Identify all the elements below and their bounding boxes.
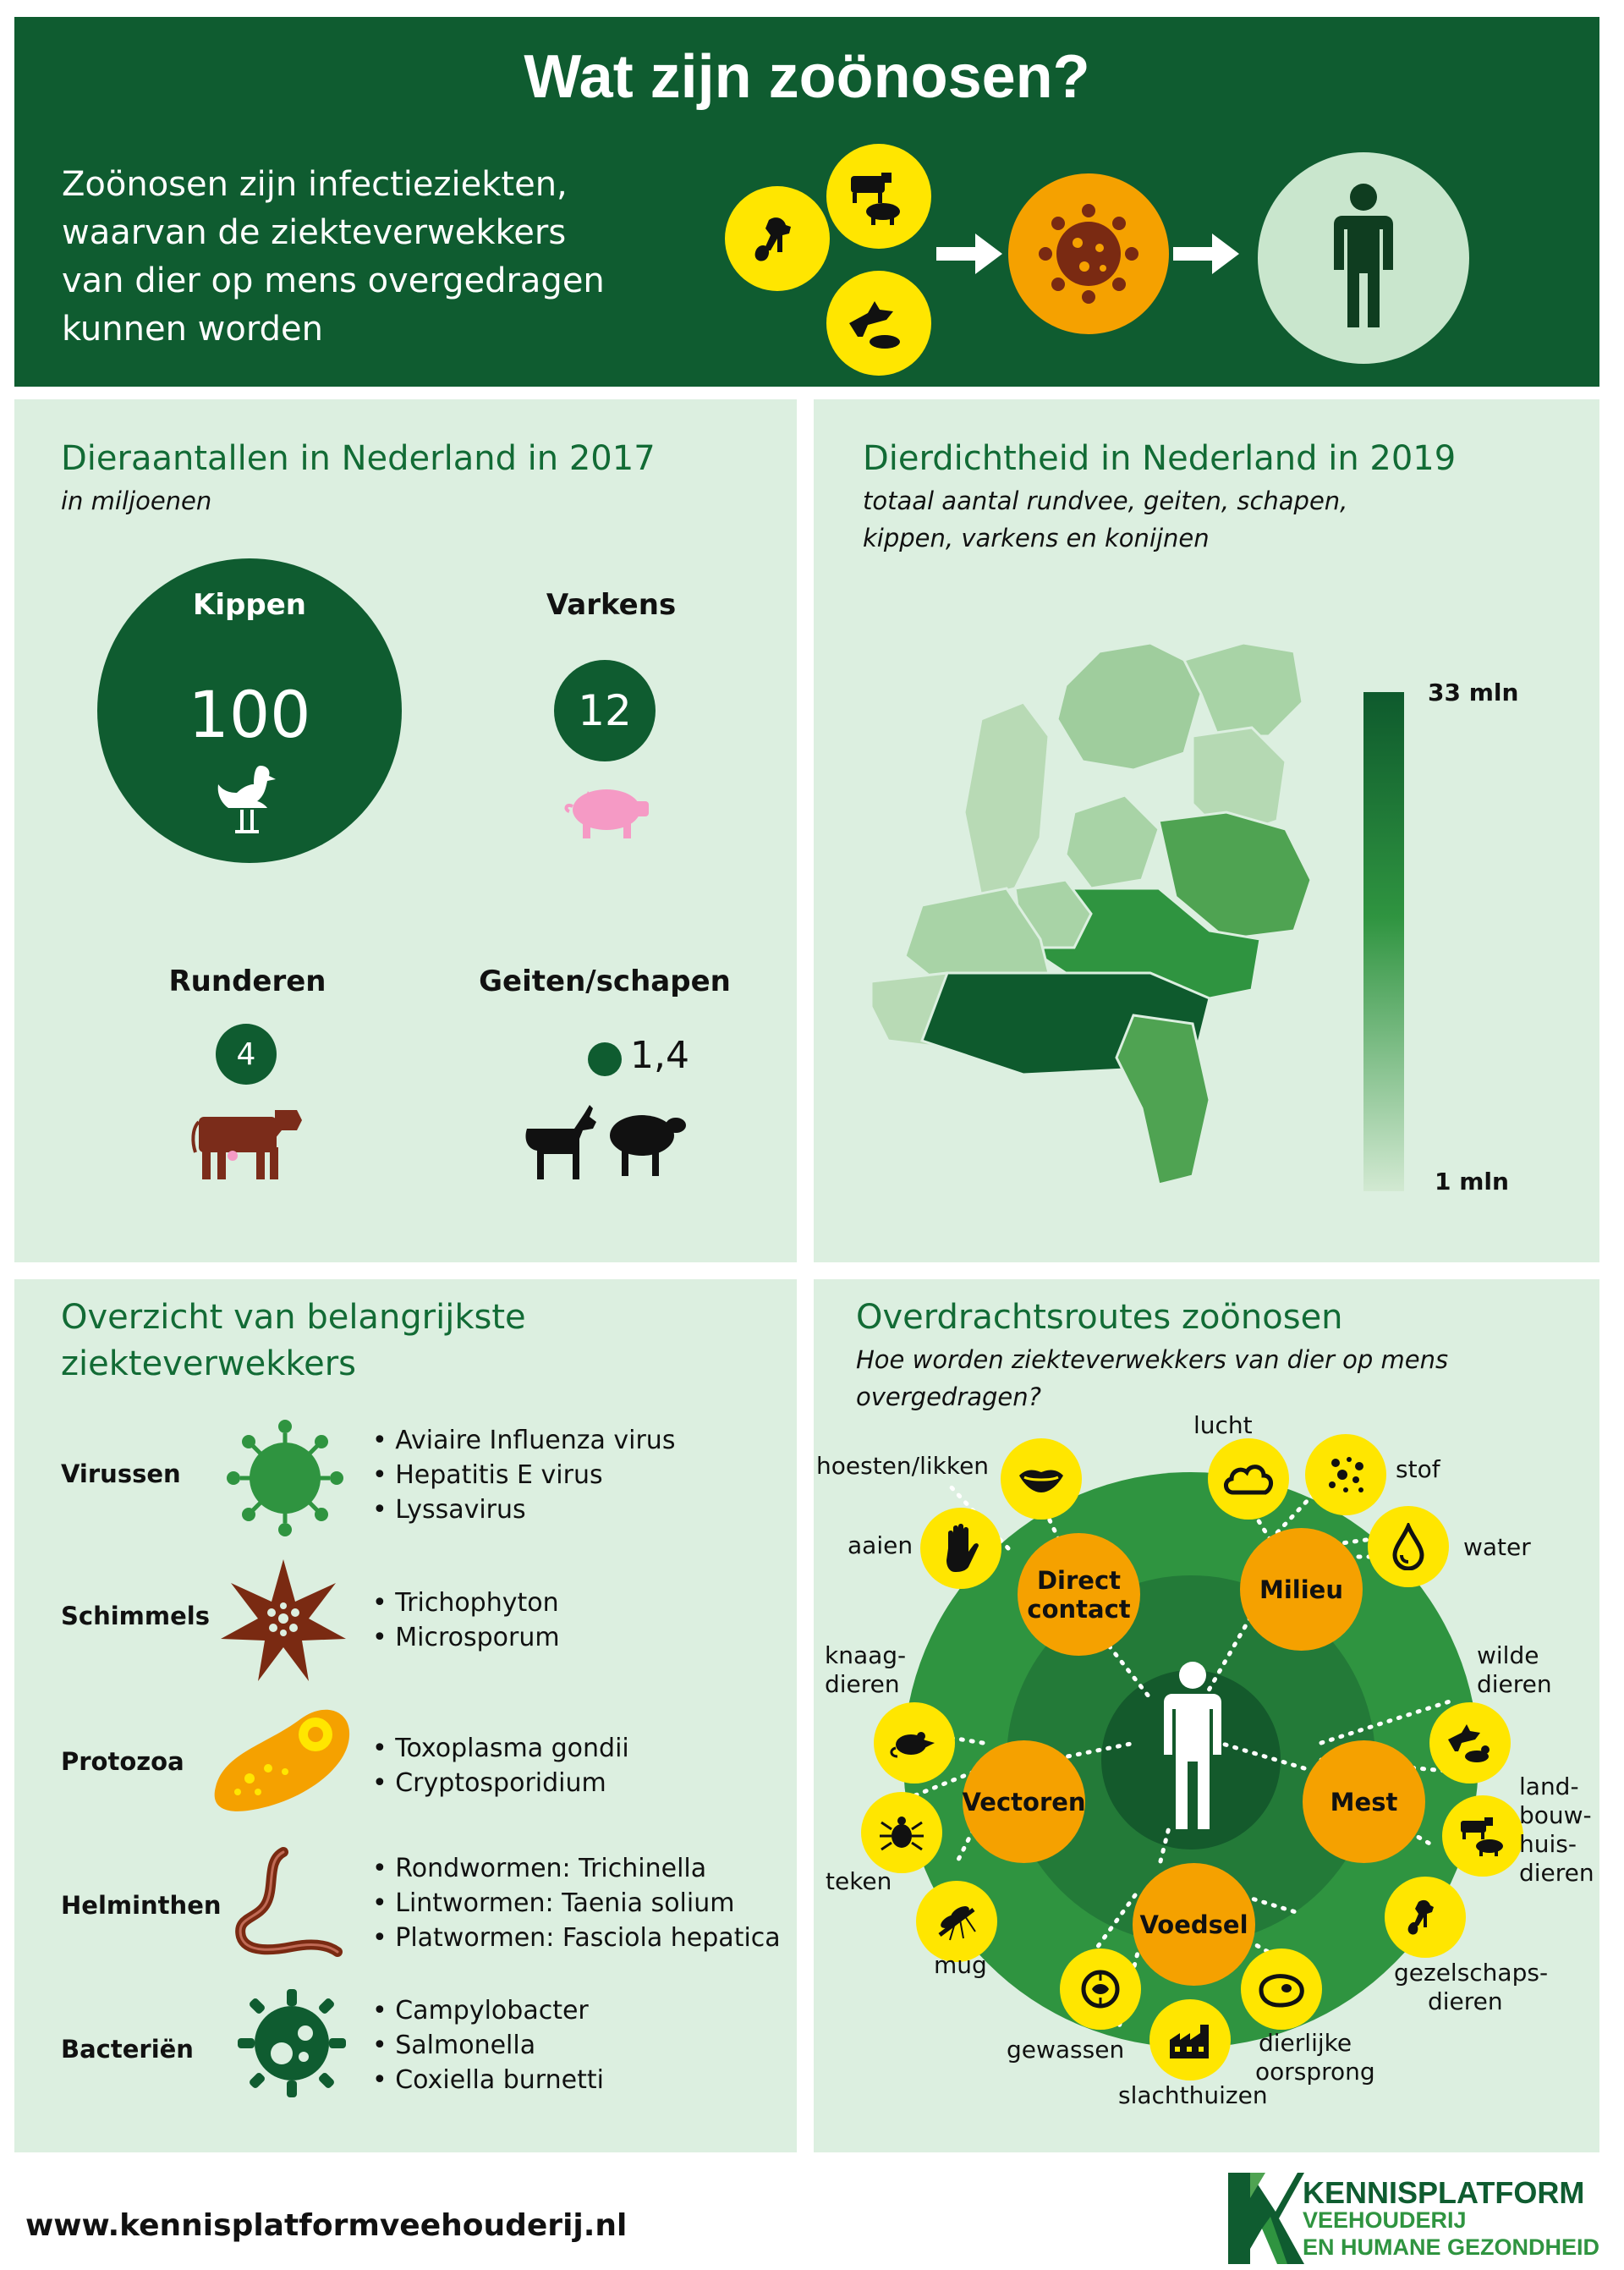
logo-line: EN HUMANE GEZONDHEID — [1303, 2234, 1600, 2260]
cattle-circle — [216, 1024, 277, 1085]
pathogen-group-name: Virussen — [61, 1459, 181, 1488]
pathogen-item: • Lyssavirus — [372, 1492, 675, 1527]
arrow-icon — [936, 228, 1004, 279]
route-label-aaien: aaien — [848, 1531, 914, 1559]
chicken-icon — [211, 757, 288, 842]
logo-text — [1303, 2175, 1600, 2261]
province-noord-holland — [964, 702, 1049, 897]
intro-text — [62, 161, 671, 354]
province-groningen — [1184, 643, 1303, 736]
hand-icon — [920, 1508, 1001, 1589]
pathogen-list — [372, 1851, 781, 1955]
animal-numbers-title: Dieraantallen in Nederland in 2017 — [61, 439, 656, 478]
cattle-value: 4 — [236, 1036, 256, 1072]
mosquito-icon — [916, 1881, 997, 1962]
pathogen-item: • Lintwormen: Taenia solium — [372, 1886, 781, 1921]
intro-line: van dier op mens overgedragen — [62, 261, 605, 300]
route-label-line: dieren — [1428, 1987, 1503, 2015]
cow-icon — [190, 1100, 309, 1184]
route-label-slachthuizen: slachthuizen — [1118, 2081, 1268, 2109]
hub-direct-contact: Direct contact — [1018, 1533, 1140, 1656]
crops-icon — [1060, 1948, 1141, 2030]
page-title: Wat zijn zoönosen? — [524, 43, 1090, 111]
cloud-icon — [1208, 1438, 1289, 1520]
route-label-line: knaag- — [825, 1641, 907, 1669]
bacteria-icon — [233, 1984, 351, 2102]
pigs-circle — [554, 660, 656, 761]
pets-icon — [725, 186, 830, 291]
route-label-line: bouw- — [1519, 1801, 1592, 1829]
worm-icon — [233, 1840, 343, 1959]
pathogen-group-name: Protozoa — [61, 1747, 184, 1776]
density-subtitle-line: totaal aantal rundvee, geiten, schapen, — [863, 486, 1348, 515]
dust-icon — [1305, 1434, 1386, 1515]
logo-line: KENNISPLATFORM — [1303, 2175, 1585, 2210]
pigs-value: 12 — [578, 686, 632, 735]
route-label-teken: teken — [826, 1867, 892, 1895]
route-label-water: water — [1463, 1533, 1531, 1561]
route-label-wilde-dieren — [1477, 1641, 1552, 1699]
pathogen-list — [372, 1731, 629, 1800]
hub-voedsel: Voedsel — [1133, 1863, 1255, 1986]
hub-vectoren: Vectoren — [963, 1740, 1085, 1863]
pig-icon — [562, 783, 656, 842]
chickens-label: Kippen — [193, 588, 306, 622]
pathogen-item: • Toxoplasma gondii — [372, 1731, 629, 1766]
mouth-icon — [1001, 1438, 1082, 1520]
human-icon — [1258, 152, 1469, 364]
pathogens-title-line: ziekteverwekkers — [61, 1344, 357, 1383]
province-flevoland — [1066, 795, 1159, 888]
pathogen-item: • Coxiella burnetti — [372, 2063, 604, 2097]
pathogen-item: • Hepatitis E virus — [372, 1458, 675, 1492]
route-label-line: dierlijke — [1259, 2029, 1352, 2057]
protozoa-icon — [207, 1694, 355, 1812]
virus-icon — [222, 1415, 348, 1542]
pathogens-title — [61, 1294, 526, 1388]
cattle-label: Runderen — [168, 965, 326, 998]
goats-sheep-circle — [588, 1042, 622, 1076]
pathogen-item: • Microsporum — [372, 1620, 560, 1655]
route-label-landbouwhuisdieren — [1519, 1773, 1594, 1888]
density-subtitle — [863, 482, 1347, 557]
density-title: Dierdichtheid in Nederland in 2019 — [863, 439, 1457, 478]
pigs-label: Varkens — [546, 588, 677, 622]
fox-duck-icon — [1429, 1702, 1511, 1784]
sheep-icon — [605, 1108, 689, 1180]
density-scale-max: 33 mln — [1428, 679, 1519, 706]
route-label-line: dieren — [1519, 1859, 1594, 1887]
pathogen-item: • Campylobacter — [372, 1993, 604, 2028]
route-label-line: dieren — [1477, 1670, 1552, 1698]
route-label-line: gezelschaps- — [1394, 1959, 1549, 1987]
pets-icon — [1385, 1877, 1466, 1958]
intro-line: kunnen worden — [62, 310, 323, 349]
logo-line: VEEHOUDERIJ — [1303, 2207, 1467, 2233]
pathogen-list — [372, 1586, 560, 1655]
tick-icon — [861, 1792, 942, 1873]
route-label-lucht: lucht — [1193, 1411, 1253, 1439]
chickens-value: 100 — [188, 677, 311, 752]
human-icon — [1159, 1660, 1226, 1838]
intro-line: Zoönosen zijn infectieziekten, — [62, 165, 568, 204]
province-friesland — [1057, 643, 1201, 770]
intro-line: waarvan de ziekteverwekkers — [62, 213, 567, 252]
pathogen-item: • Salmonella — [372, 2028, 604, 2063]
pathogen-item: • Cryptosporidium — [372, 1766, 629, 1800]
route-label-line: huis- — [1519, 1830, 1577, 1858]
route-label-line: land- — [1519, 1773, 1579, 1800]
density-scale-bar — [1363, 692, 1404, 1191]
pathogen-group-name: Bacteriën — [61, 2035, 194, 2064]
website-link[interactable]: www.kennisplatformveehouderij.nl — [25, 2208, 628, 2243]
hub-milieu: Milieu — [1240, 1528, 1363, 1651]
goats-sheep-label: Geiten/schapen — [479, 965, 731, 998]
goat-icon — [520, 1100, 605, 1180]
routes-subtitle: Hoe worden ziekteverwekkers van dier op mens overgedragen? — [856, 1345, 1449, 1411]
density-subtitle-line: kippen, varkens en konijnen — [863, 524, 1210, 552]
route-label-line: wilde — [1477, 1641, 1539, 1669]
header-banner — [14, 17, 1599, 387]
rodent-icon — [874, 1702, 955, 1784]
route-label-line: oorsprong — [1255, 2058, 1375, 2086]
pathogen-item: • Rondwormen: Trichinella — [372, 1851, 781, 1886]
route-label-hoesten: hoesten/likken — [816, 1452, 990, 1480]
pathogen-list — [372, 1993, 604, 2097]
wildlife-icon — [826, 271, 931, 376]
route-label-stof: stof — [1396, 1455, 1440, 1483]
routes-title: Overdrachtsroutes zoönosen — [856, 1298, 1343, 1337]
route-label-mug: mug — [934, 1951, 987, 1979]
pathogen-list — [372, 1423, 675, 1527]
netherlands-map — [854, 618, 1328, 1193]
density-scale-min: 1 mln — [1435, 1168, 1509, 1195]
pathogen-icon — [1008, 173, 1169, 334]
pathogens-title-line: Overzicht van belangrijkste — [61, 1298, 526, 1337]
farm-animals-icon — [826, 144, 931, 249]
pathogen-group-name: Helminthen — [61, 1891, 222, 1920]
meat-icon — [1241, 1948, 1322, 2030]
fungus-icon — [216, 1555, 351, 1682]
pathogen-item: • Platwormen: Fasciola hepatica — [372, 1921, 781, 1955]
route-label-knaagdieren — [825, 1641, 906, 1699]
route-label-gezelschapsdieren — [1394, 1959, 1548, 2016]
route-label-gewassen: gewassen — [1007, 2036, 1125, 2064]
pathogen-group-name: Schimmels — [61, 1602, 210, 1630]
water-drop-icon — [1368, 1506, 1449, 1587]
pathogen-item: • Trichophyton — [372, 1586, 560, 1620]
province-limburg — [1116, 1015, 1210, 1184]
goats-sheep-value: 1,4 — [630, 1034, 689, 1077]
kennisplatform-logo-icon — [1228, 2173, 1304, 2264]
slaughterhouse-icon — [1149, 1999, 1231, 2080]
arrow-icon — [1173, 228, 1241, 279]
hub-mest: Mest — [1303, 1740, 1425, 1863]
farm-animals-icon — [1442, 1795, 1523, 1877]
route-label-dierlijke-oorsprong — [1255, 2029, 1375, 2086]
pathogen-item: • Aviaire Influenza virus — [372, 1423, 675, 1458]
route-label-line: dieren — [825, 1670, 900, 1698]
animal-numbers-subtitle: in miljoenen — [61, 486, 212, 515]
